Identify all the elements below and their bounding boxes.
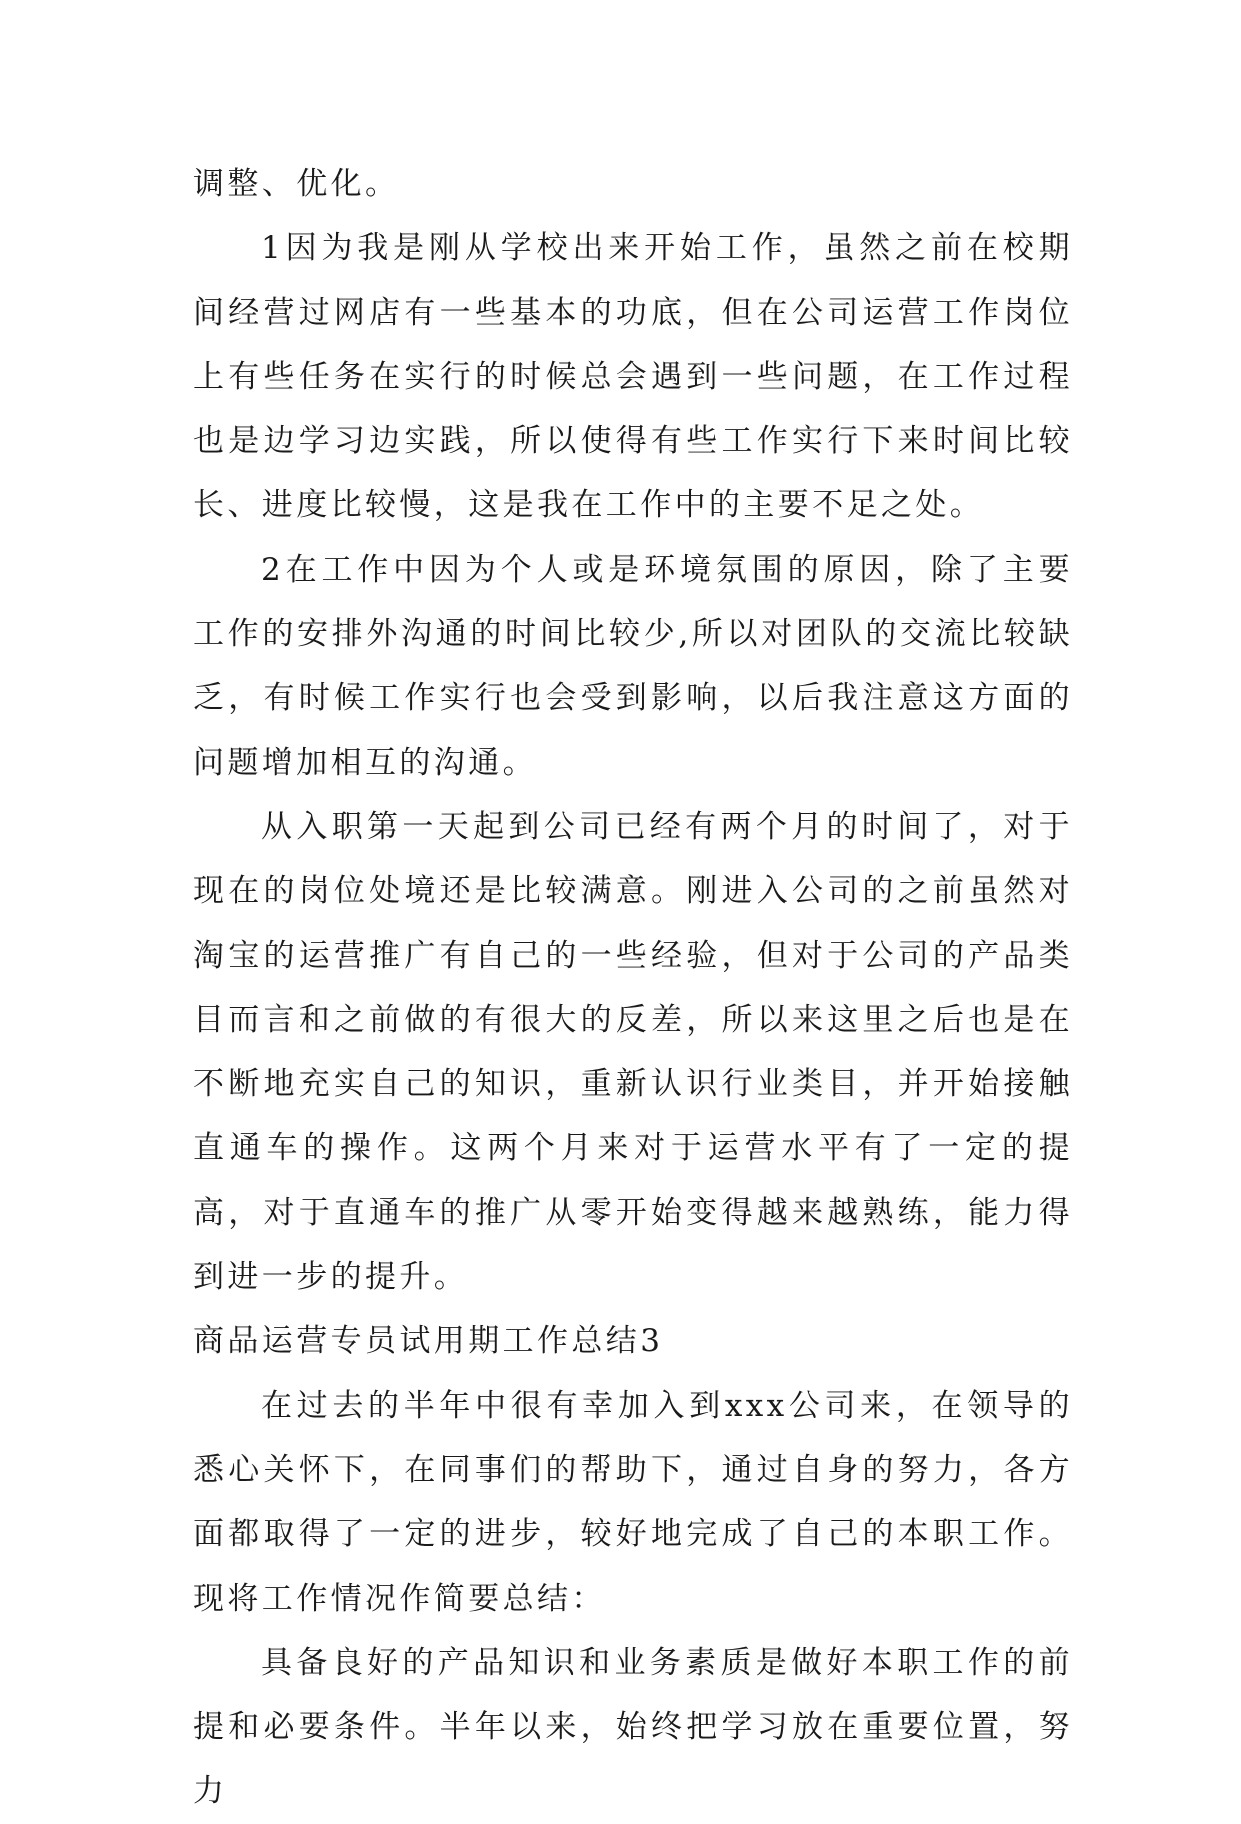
paragraph-two-months-review: 从入职第一天起到公司已经有两个月的时间了，对于现在的岗位处境还是比较满意。刚进入公司的之前虽然对淘宝的运营推广有自己的一些经验，但对于公司的产品类目而言和之前做的有很大的反差，所以来这里之后也是在不断地充实自己的知识，重新认识行业类目，并开始接触直通车的操作。这两个月来对于运营水平有了一定的提高，对于直通车的推广从零开始变得越来越熟练，能力得到进一步的提升。: [193, 808, 1073, 1296]
paragraph-continuation: 调整、优化。: [193, 166, 400, 202]
paragraph-shortcoming-2: 2在工作中因为个人或是环境氛围的原因，除了主要工作的安排外沟通的时间比较少,所以对团队的交流比较缺乏，有时候工作实行也会受到影响，以后我注意这方面的问题增加相互的沟通。: [193, 551, 1073, 781]
document-body: [193, 152, 1073, 1824]
section-heading: 商品运营专员试用期工作总结3: [193, 1323, 664, 1360]
paragraph-half-year-intro: 在过去的半年中很有幸加入到xxx公司来，在领导的悉心关怀下，在同事们的帮助下，通过自身的努力，各方面都取得了一定的进步，较好地完成了自己的本职工作。现将工作情况作简要总结：: [193, 1387, 1073, 1617]
paragraph-learning: 具备良好的产品知识和业务素质是做好本职工作的前提和必要条件。半年以来，始终把学习放在重要位置，努力: [193, 1644, 1073, 1810]
paragraph-shortcoming-1: 1因为我是刚从学校出来开始工作，虽然之前在校期间经营过网店有一些基本的功底，但在公司运营工作岗位上有些任务在实行的时候总会遇到一些问题，在工作过程也是边学习边实践，所以使得有些工作实行下来时间比较长、进度比较慢，这是我在工作中的主要不足之处。: [193, 230, 1073, 524]
